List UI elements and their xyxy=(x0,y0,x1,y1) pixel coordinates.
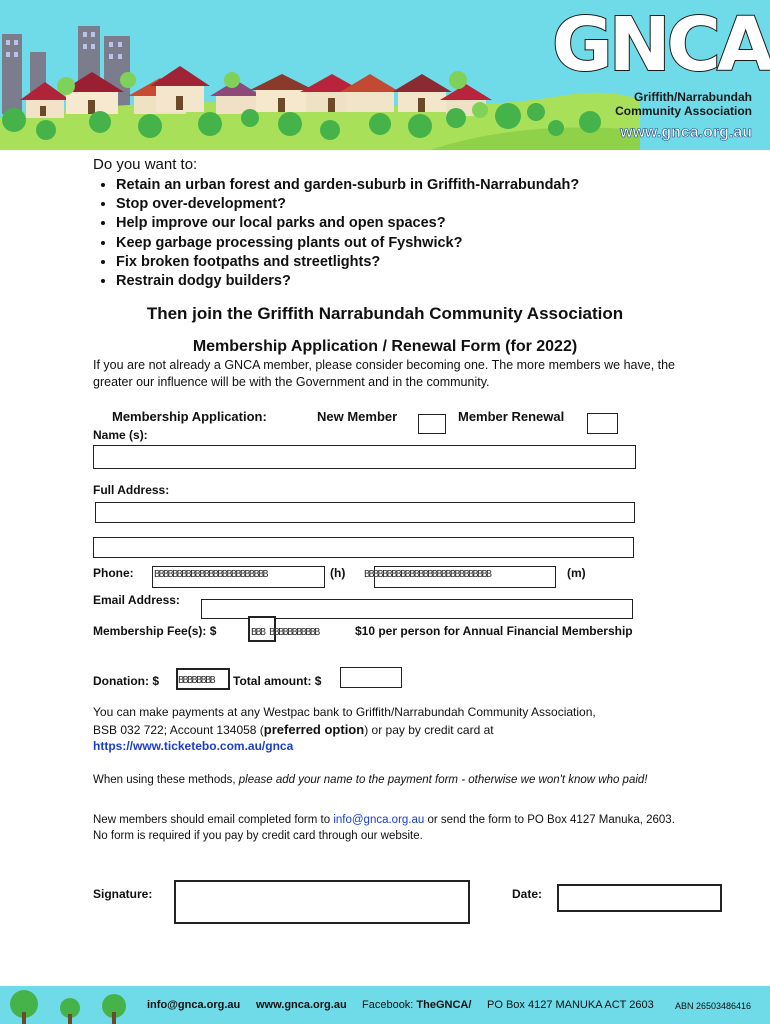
intro-text: Do you want to: xyxy=(93,156,198,173)
payment-line2 xyxy=(93,721,494,739)
phone-home-suffix: (h) xyxy=(330,566,346,580)
payment-note-italic: please add your name to the payment form - otherwise we won't know who paid! xyxy=(238,774,648,786)
phone-mobile-suffix: (m) xyxy=(567,566,586,580)
fee-filler: BBB BBBBBBBBBBB xyxy=(251,627,319,638)
facebook-handle: TheGNCA/ xyxy=(416,999,472,1011)
renewal-checkbox[interactable] xyxy=(587,413,618,434)
org-name-line2: Community Association xyxy=(615,104,752,118)
list-item: • Keep garbage processing plants out of Fyshwick? xyxy=(116,234,579,253)
list-item: • Fix broken footpaths and streetlights? xyxy=(116,253,579,272)
intro-paragraph: If you are not already a GNCA member, please consider becoming one. The more members we have, the greater our influence will be with the Government and in the community. xyxy=(93,358,676,389)
list-item: • Restrain dodgy builders? xyxy=(116,272,579,291)
preferred-option: preferred option xyxy=(263,722,365,737)
phone-mobile-filler: BBBBBBBBBBBBBBBBBBBBBBBBBBBB xyxy=(364,569,491,580)
footer-email[interactable]: info@gnca.org.au xyxy=(147,999,241,1011)
phone-label: Phone: xyxy=(93,566,134,580)
address-label: Full Address: xyxy=(93,483,170,497)
fee-label: Membership Fee(s): $ xyxy=(93,624,217,638)
gnca-logo xyxy=(552,2,770,142)
email-note-rest: or send the form to PO Box 4127 Manuka, 2603. No form is required if you pay by credit card through our website. xyxy=(93,814,675,842)
signature-field[interactable] xyxy=(174,880,470,924)
footer-facebook[interactable] xyxy=(362,999,471,1011)
form-title: Membership Application / Renewal Form (for 2022) xyxy=(192,338,578,355)
ticket-link[interactable]: https://www.ticketebo.com.au/gnca xyxy=(93,739,294,753)
name-label: Name (s): xyxy=(93,428,148,442)
new-member-checkbox[interactable] xyxy=(418,414,446,434)
donation-filler: BBBBBBBB xyxy=(178,675,215,686)
payment-line2-lead: BSB 032 722; Account 134058 ( xyxy=(93,723,264,737)
footer-po-box: PO Box 4127 MANUKA ACT 2603 xyxy=(487,999,654,1011)
date-field[interactable] xyxy=(557,884,722,912)
email-note-lead: New members should email completed form to xyxy=(93,814,334,826)
address-field-line1[interactable] xyxy=(95,502,635,523)
application-label: Membership Application: xyxy=(112,409,267,424)
list-item: • Stop over-development? xyxy=(116,195,579,214)
name-field[interactable] xyxy=(93,445,636,469)
footer-abn: ABN 26503486416 xyxy=(675,1001,752,1011)
renewal-label: Member Renewal xyxy=(458,409,565,424)
org-name-line1: Griffith/Narrabundah xyxy=(633,90,752,104)
payment-line1: You can make payments at any Westpac bank to Griffith/Narrabundah Community Association, xyxy=(93,705,596,719)
join-heading: Then join the Griffith Narrabundah Community Association xyxy=(146,304,624,323)
new-member-label: New Member xyxy=(317,409,398,424)
phone-home-filler: BBBBBBBBBBBBBBBBBBBBBBBBB xyxy=(154,569,268,580)
donation-label: Donation: $ xyxy=(93,674,159,688)
facebook-label: Facebook: xyxy=(362,999,417,1011)
logo-wordmark: GNCA xyxy=(552,2,770,88)
payment-note-lead: When using these methods, xyxy=(93,774,239,786)
email-note xyxy=(93,813,683,844)
header-banner xyxy=(0,0,770,150)
total-label: Total amount: $ xyxy=(233,674,322,688)
date-label: Date: xyxy=(512,887,543,901)
address-field-line2[interactable] xyxy=(93,537,634,558)
list-item: • Retain an urban forest and garden-suburb in Griffith-Narrabundah? xyxy=(116,176,579,195)
list-item: • Help improve our local parks and open spaces? xyxy=(116,214,579,233)
email-label: Email Address: xyxy=(93,593,180,607)
email-note-link[interactable]: info@gnca.org.au xyxy=(333,814,425,826)
footer-bar xyxy=(0,986,770,1024)
signature-label: Signature: xyxy=(93,887,153,901)
banner-website[interactable]: www.gnca.org.au xyxy=(620,124,752,141)
question-list xyxy=(93,176,579,291)
total-field[interactable] xyxy=(340,667,402,688)
footer-website[interactable]: www.gnca.org.au xyxy=(256,999,347,1011)
fee-description: $10 per person for Annual Financial Membership xyxy=(355,624,633,638)
footer-trees xyxy=(0,986,140,1024)
payment-note xyxy=(93,773,683,788)
payment-line2-tail: ) or pay by credit card at xyxy=(364,723,494,737)
